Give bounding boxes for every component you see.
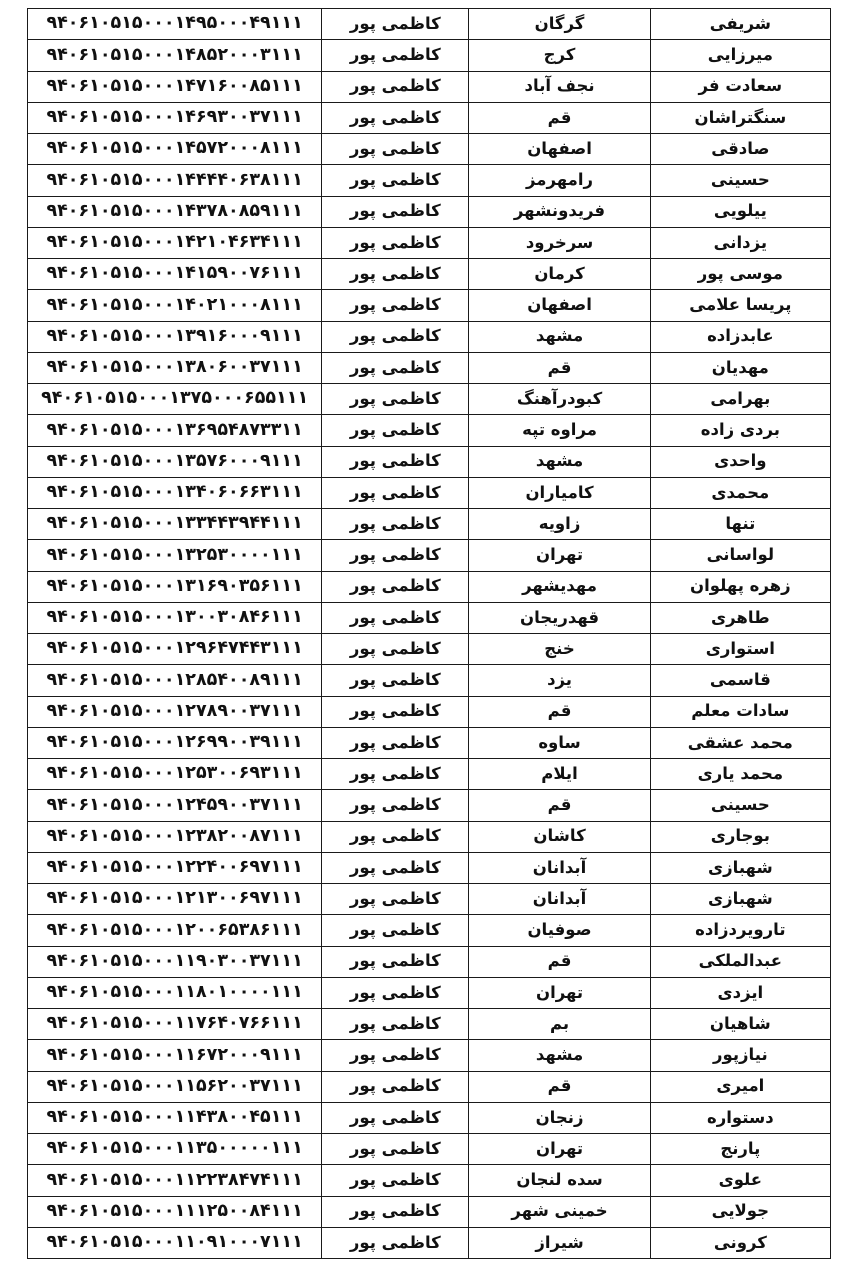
name-cell: واحدی bbox=[650, 446, 830, 477]
reference-code-cell: ۹۴۰۶۱۰۵۱۵۰۰۰۱۴۲۱۰۴۶۳۴۱۱۱ bbox=[28, 227, 322, 258]
reference-code-cell: ۹۴۰۶۱۰۵۱۵۰۰۰۱۲۶۹۹۰۰۳۹۱۱۱ bbox=[28, 727, 322, 758]
city-cell: کرمان bbox=[469, 259, 650, 290]
name-cell: حسینی bbox=[650, 165, 830, 196]
surname-cell: کاظمی پور bbox=[322, 946, 469, 977]
surname-cell: کاظمی پور bbox=[322, 134, 469, 165]
table-row bbox=[28, 884, 831, 915]
city-cell: زاویه bbox=[469, 509, 650, 540]
name-cell: عابدزاده bbox=[650, 321, 830, 352]
name-cell: نیازپور bbox=[650, 1040, 830, 1071]
reference-code-cell: ۹۴۰۶۱۰۵۱۵۰۰۰۱۱۸۰۱۰۰۰۰۱۱۱ bbox=[28, 977, 322, 1008]
records-table bbox=[27, 8, 831, 1259]
table-row bbox=[28, 602, 831, 633]
name-cell: تارویردزاده bbox=[650, 915, 830, 946]
reference-code-cell: ۹۴۰۶۱۰۵۱۵۰۰۰۱۱۵۶۲۰۰۳۷۱۱۱ bbox=[28, 1071, 322, 1102]
table-row bbox=[28, 477, 831, 508]
reference-code-cell: ۹۴۰۶۱۰۵۱۵۰۰۰۱۲۷۸۹۰۰۳۷۱۱۱ bbox=[28, 696, 322, 727]
table-row bbox=[28, 102, 831, 133]
city-cell: کرج bbox=[469, 40, 650, 71]
table-row bbox=[28, 727, 831, 758]
surname-cell: کاظمی پور bbox=[322, 415, 469, 446]
table-row bbox=[28, 1102, 831, 1133]
city-cell: قم bbox=[469, 102, 650, 133]
table-row bbox=[28, 790, 831, 821]
city-cell: قهدریجان bbox=[469, 602, 650, 633]
city-cell: صوفیان bbox=[469, 915, 650, 946]
table-row bbox=[28, 821, 831, 852]
table-row bbox=[28, 290, 831, 321]
city-cell: قم bbox=[469, 790, 650, 821]
name-cell: سادات معلم bbox=[650, 696, 830, 727]
table-row bbox=[28, 977, 831, 1008]
reference-code-cell: ۹۴۰۶۱۰۵۱۵۰۰۰۱۴۹۵۰۰۰۴۹۱۱۱ bbox=[28, 9, 322, 40]
table-row bbox=[28, 540, 831, 571]
surname-cell: کاظمی پور bbox=[322, 727, 469, 758]
name-cell: تنها bbox=[650, 509, 830, 540]
reference-code-cell: ۹۴۰۶۱۰۵۱۵۰۰۰۱۲۵۳۰۰۶۹۳۱۱۱ bbox=[28, 759, 322, 790]
city-cell: تهران bbox=[469, 1134, 650, 1165]
table-row bbox=[28, 1071, 831, 1102]
city-cell: آبدانان bbox=[469, 852, 650, 883]
city-cell: فریدونشهر bbox=[469, 196, 650, 227]
surname-cell: کاظمی پور bbox=[322, 290, 469, 321]
table-row bbox=[28, 40, 831, 71]
reference-code-cell: ۹۴۰۶۱۰۵۱۵۰۰۰۱۳۴۰۶۰۶۶۳۱۱۱ bbox=[28, 477, 322, 508]
reference-code-cell: ۹۴۰۶۱۰۵۱۵۰۰۰۱۴۵۷۲۰۰۰۸۱۱۱ bbox=[28, 134, 322, 165]
surname-cell: کاظمی پور bbox=[322, 852, 469, 883]
surname-cell: کاظمی پور bbox=[322, 884, 469, 915]
table-row bbox=[28, 1040, 831, 1071]
name-cell: شاهیان bbox=[650, 1009, 830, 1040]
city-cell: تهران bbox=[469, 977, 650, 1008]
surname-cell: کاظمی پور bbox=[322, 665, 469, 696]
name-cell: صادقی bbox=[650, 134, 830, 165]
city-cell: زنجان bbox=[469, 1102, 650, 1133]
name-cell: ییلویی bbox=[650, 196, 830, 227]
surname-cell: کاظمی پور bbox=[322, 1227, 469, 1258]
table-row bbox=[28, 634, 831, 665]
surname-cell: کاظمی پور bbox=[322, 1071, 469, 1102]
surname-cell: کاظمی پور bbox=[322, 321, 469, 352]
surname-cell: کاظمی پور bbox=[322, 352, 469, 383]
name-cell: شهبازی bbox=[650, 852, 830, 883]
surname-cell: کاظمی پور bbox=[322, 1040, 469, 1071]
surname-cell: کاظمی پور bbox=[322, 102, 469, 133]
city-cell: مشهد bbox=[469, 321, 650, 352]
table-row bbox=[28, 71, 831, 102]
name-cell: پریسا علامی bbox=[650, 290, 830, 321]
city-cell: رامهرمز bbox=[469, 165, 650, 196]
reference-code-cell: ۹۴۰۶۱۰۵۱۵۰۰۰۱۴۰۲۱۰۰۰۸۱۱۱ bbox=[28, 290, 322, 321]
city-cell: خنج bbox=[469, 634, 650, 665]
surname-cell: کاظمی پور bbox=[322, 446, 469, 477]
surname-cell: کاظمی پور bbox=[322, 634, 469, 665]
name-cell: بهرامی bbox=[650, 384, 830, 415]
reference-code-cell: ۹۴۰۶۱۰۵۱۵۰۰۰۱۲۳۸۲۰۰۸۷۱۱۱ bbox=[28, 821, 322, 852]
surname-cell: کاظمی پور bbox=[322, 915, 469, 946]
city-cell: کامیاران bbox=[469, 477, 650, 508]
city-cell: اصفهان bbox=[469, 134, 650, 165]
reference-code-cell: ۹۴۰۶۱۰۵۱۵۰۰۰۱۳۸۰۶۰۰۳۷۱۱۱ bbox=[28, 352, 322, 383]
table-row bbox=[28, 759, 831, 790]
table-row bbox=[28, 9, 831, 40]
name-cell: محمد یاری bbox=[650, 759, 830, 790]
reference-code-cell: ۹۴۰۶۱۰۵۱۵۰۰۰۱۲۲۴۰۰۶۹۷۱۱۱ bbox=[28, 852, 322, 883]
name-cell: لواسانی bbox=[650, 540, 830, 571]
table-row bbox=[28, 1134, 831, 1165]
surname-cell: کاظمی پور bbox=[322, 71, 469, 102]
table-row bbox=[28, 1196, 831, 1227]
reference-code-cell: ۹۴۰۶۱۰۵۱۵۰۰۰۱۴۱۵۹۰۰۷۶۱۱۱ bbox=[28, 259, 322, 290]
city-cell: قم bbox=[469, 352, 650, 383]
records-table-body bbox=[28, 9, 831, 1259]
name-cell: موسی پور bbox=[650, 259, 830, 290]
name-cell: ایزدی bbox=[650, 977, 830, 1008]
table-row bbox=[28, 696, 831, 727]
name-cell: کرونی bbox=[650, 1227, 830, 1258]
table-row bbox=[28, 915, 831, 946]
name-cell: زهره پهلوان bbox=[650, 571, 830, 602]
reference-code-cell: ۹۴۰۶۱۰۵۱۵۰۰۰۱۳۱۶۹۰۳۵۶۱۱۱ bbox=[28, 571, 322, 602]
city-cell: مهدیشهر bbox=[469, 571, 650, 602]
city-cell: قم bbox=[469, 696, 650, 727]
city-cell: یزد bbox=[469, 665, 650, 696]
table-row bbox=[28, 665, 831, 696]
city-cell: بم bbox=[469, 1009, 650, 1040]
name-cell: شریفی bbox=[650, 9, 830, 40]
city-cell: ایلام bbox=[469, 759, 650, 790]
reference-code-cell: ۹۴۰۶۱۰۵۱۵۰۰۰۱۲۹۶۴۷۴۴۳۱۱۱ bbox=[28, 634, 322, 665]
table-row bbox=[28, 165, 831, 196]
table-row bbox=[28, 852, 831, 883]
reference-code-cell: ۹۴۰۶۱۰۵۱۵۰۰۰۱۱۱۲۵۰۰۸۴۱۱۱ bbox=[28, 1196, 322, 1227]
surname-cell: کاظمی پور bbox=[322, 696, 469, 727]
reference-code-cell: ۹۴۰۶۱۰۵۱۵۰۰۰۱۱۲۲۳۸۴۷۴۱۱۱ bbox=[28, 1165, 322, 1196]
table-row bbox=[28, 1009, 831, 1040]
city-cell: نجف آباد bbox=[469, 71, 650, 102]
surname-cell: کاظمی پور bbox=[322, 1102, 469, 1133]
table-row bbox=[28, 384, 831, 415]
table-row bbox=[28, 509, 831, 540]
name-cell: بوجاری bbox=[650, 821, 830, 852]
surname-cell: کاظمی پور bbox=[322, 1134, 469, 1165]
surname-cell: کاظمی پور bbox=[322, 571, 469, 602]
city-cell: سده لنجان bbox=[469, 1165, 650, 1196]
name-cell: سعادت فر bbox=[650, 71, 830, 102]
name-cell: مهدیان bbox=[650, 352, 830, 383]
reference-code-cell: ۹۴۰۶۱۰۵۱۵۰۰۰۱۳۰۰۳۰۸۴۶۱۱۱ bbox=[28, 602, 322, 633]
reference-code-cell: ۹۴۰۶۱۰۵۱۵۰۰۰۱۳۳۴۴۳۹۴۴۱۱۱ bbox=[28, 509, 322, 540]
name-cell: دستواره bbox=[650, 1102, 830, 1133]
surname-cell: کاظمی پور bbox=[322, 977, 469, 1008]
surname-cell: کاظمی پور bbox=[322, 1009, 469, 1040]
table-row bbox=[28, 134, 831, 165]
table-row bbox=[28, 1165, 831, 1196]
name-cell: میرزایی bbox=[650, 40, 830, 71]
surname-cell: کاظمی پور bbox=[322, 602, 469, 633]
name-cell: جولایی bbox=[650, 1196, 830, 1227]
table-row bbox=[28, 227, 831, 258]
table-row bbox=[28, 571, 831, 602]
table-row bbox=[28, 446, 831, 477]
table-row bbox=[28, 352, 831, 383]
city-cell: مراوه تپه bbox=[469, 415, 650, 446]
reference-code-cell: ۹۴۰۶۱۰۵۱۵۰۰۰۱۲۸۵۴۰۰۸۹۱۱۱ bbox=[28, 665, 322, 696]
surname-cell: کاظمی پور bbox=[322, 384, 469, 415]
surname-cell: کاظمی پور bbox=[322, 40, 469, 71]
reference-code-cell: ۹۴۰۶۱۰۵۱۵۰۰۰۱۱۶۷۲۰۰۰۹۱۱۱ bbox=[28, 1040, 322, 1071]
surname-cell: کاظمی پور bbox=[322, 196, 469, 227]
reference-code-cell: ۹۴۰۶۱۰۵۱۵۰۰۰۱۲۱۳۰۰۶۹۷۱۱۱ bbox=[28, 884, 322, 915]
city-cell: آبدانان bbox=[469, 884, 650, 915]
city-cell: کبودرآهنگ bbox=[469, 384, 650, 415]
reference-code-cell: ۹۴۰۶۱۰۵۱۵۰۰۰۱۱۴۳۸۰۰۴۵۱۱۱ bbox=[28, 1102, 322, 1133]
surname-cell: کاظمی پور bbox=[322, 821, 469, 852]
surname-cell: کاظمی پور bbox=[322, 759, 469, 790]
name-cell: یزدانی bbox=[650, 227, 830, 258]
name-cell: قاسمی bbox=[650, 665, 830, 696]
reference-code-cell: ۹۴۰۶۱۰۵۱۵۰۰۰۱۴۸۵۲۰۰۰۳۱۱۱ bbox=[28, 40, 322, 71]
city-cell: تهران bbox=[469, 540, 650, 571]
name-cell: پارنج bbox=[650, 1134, 830, 1165]
city-cell: گرگان bbox=[469, 9, 650, 40]
reference-code-cell: ۹۴۰۶۱۰۵۱۵۰۰۰۱۳۵۷۶۰۰۰۹۱۱۱ bbox=[28, 446, 322, 477]
city-cell: اصفهان bbox=[469, 290, 650, 321]
reference-code-cell: ۹۴۰۶۱۰۵۱۵۰۰۰۱۳۲۵۳۰۰۰۰۱۱۱ bbox=[28, 540, 322, 571]
reference-code-cell: ۹۴۰۶۱۰۵۱۵۰۰۰۱۴۶۹۳۰۰۳۷۱۱۱ bbox=[28, 102, 322, 133]
surname-cell: کاظمی پور bbox=[322, 9, 469, 40]
name-cell: علوی bbox=[650, 1165, 830, 1196]
reference-code-cell: ۹۴۰۶۱۰۵۱۵۰۰۰۱۳۶۹۵۴۸۷۳۳۱۱ bbox=[28, 415, 322, 446]
surname-cell: کاظمی پور bbox=[322, 227, 469, 258]
name-cell: استواری bbox=[650, 634, 830, 665]
reference-code-cell: ۹۴۰۶۱۰۵۱۵۰۰۰۱۱۰۹۱۰۰۰۷۱۱۱ bbox=[28, 1227, 322, 1258]
city-cell: کاشان bbox=[469, 821, 650, 852]
reference-code-cell: ۹۴۰۶۱۰۵۱۵۰۰۰۱۱۷۶۴۰۷۶۶۱۱۱ bbox=[28, 1009, 322, 1040]
name-cell: امیری bbox=[650, 1071, 830, 1102]
name-cell: عبدالملکی bbox=[650, 946, 830, 977]
reference-code-cell: ۹۴۰۶۱۰۵۱۵۰۰۰۱۱۹۰۳۰۰۳۷۱۱۱ bbox=[28, 946, 322, 977]
surname-cell: کاظمی پور bbox=[322, 509, 469, 540]
name-cell: محمد عشقی bbox=[650, 727, 830, 758]
surname-cell: کاظمی پور bbox=[322, 790, 469, 821]
surname-cell: کاظمی پور bbox=[322, 1165, 469, 1196]
surname-cell: کاظمی پور bbox=[322, 165, 469, 196]
name-cell: محمدی bbox=[650, 477, 830, 508]
surname-cell: کاظمی پور bbox=[322, 477, 469, 508]
name-cell: طاهری bbox=[650, 602, 830, 633]
table-row bbox=[28, 415, 831, 446]
reference-code-cell: ۹۴۰۶۱۰۵۱۵۰۰۰۱۴۷۱۶۰۰۸۵۱۱۱ bbox=[28, 71, 322, 102]
reference-code-cell: ۹۴۰۶۱۰۵۱۵۰۰۰۱۳۹۱۶۰۰۰۹۱۱۱ bbox=[28, 321, 322, 352]
name-cell: حسینی bbox=[650, 790, 830, 821]
city-cell: شیراز bbox=[469, 1227, 650, 1258]
surname-cell: کاظمی پور bbox=[322, 259, 469, 290]
city-cell: مشهد bbox=[469, 1040, 650, 1071]
city-cell: خمینی شهر bbox=[469, 1196, 650, 1227]
table-row bbox=[28, 321, 831, 352]
surname-cell: کاظمی پور bbox=[322, 540, 469, 571]
table-row bbox=[28, 196, 831, 227]
city-cell: سرخرود bbox=[469, 227, 650, 258]
city-cell: مشهد bbox=[469, 446, 650, 477]
reference-code-cell: ۹۴۰۶۱۰۵۱۵۰۰۰۱۴۳۷۸۰۸۵۹۱۱۱ bbox=[28, 196, 322, 227]
name-cell: بردی زاده bbox=[650, 415, 830, 446]
name-cell: شهبازی bbox=[650, 884, 830, 915]
reference-code-cell: ۹۴۰۶۱۰۵۱۵۰۰۰۱۱۳۵۰۰۰۰۰۱۱۱ bbox=[28, 1134, 322, 1165]
city-cell: قم bbox=[469, 946, 650, 977]
reference-code-cell: ۹۴۰۶۱۰۵۱۵۰۰۰۱۲۰۰۶۵۳۸۶۱۱۱ bbox=[28, 915, 322, 946]
surname-cell: کاظمی پور bbox=[322, 1196, 469, 1227]
reference-code-cell: ۹۴۰۶۱۰۵۱۵۰۰۰۱۳۷۵۰۰۰۶۵۵۱۱۱ bbox=[28, 384, 322, 415]
table-row bbox=[28, 1227, 831, 1258]
reference-code-cell: ۹۴۰۶۱۰۵۱۵۰۰۰۱۴۴۴۴۰۶۳۸۱۱۱ bbox=[28, 165, 322, 196]
name-cell: سنگتراشان bbox=[650, 102, 830, 133]
city-cell: ساوه bbox=[469, 727, 650, 758]
reference-code-cell: ۹۴۰۶۱۰۵۱۵۰۰۰۱۲۴۵۹۰۰۳۷۱۱۱ bbox=[28, 790, 322, 821]
table-row bbox=[28, 946, 831, 977]
city-cell: قم bbox=[469, 1071, 650, 1102]
table-row bbox=[28, 259, 831, 290]
